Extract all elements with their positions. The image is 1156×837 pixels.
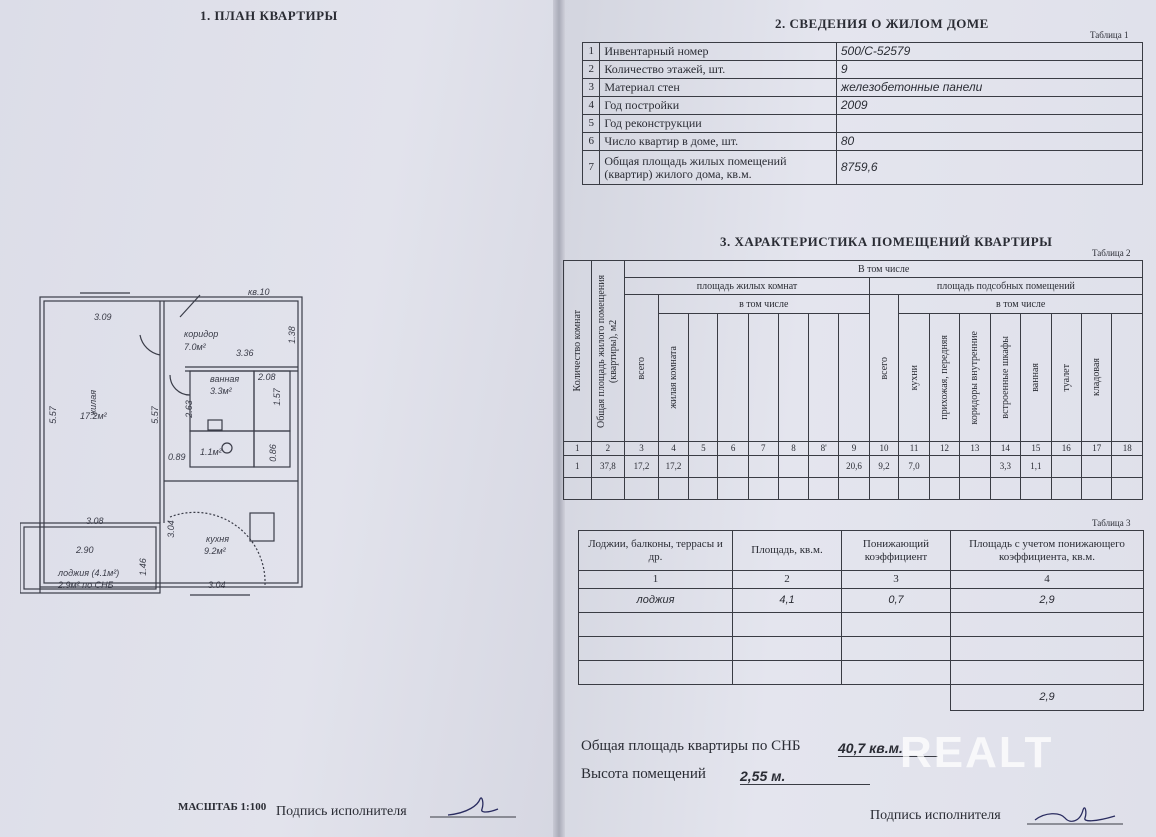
t2-cell (778, 456, 808, 478)
t3-col-number: 3 (842, 571, 951, 589)
dim-bath-side: 2.63 (183, 400, 194, 418)
row-label: Количество этажей, шт. (600, 61, 836, 79)
t2-cell: 1 (564, 456, 592, 478)
row-value: 9 (836, 61, 1142, 79)
dim-bath-w: 2.08 (258, 372, 276, 382)
t2-cell: 3,3 (990, 456, 1020, 478)
row-value: 80 (836, 133, 1142, 151)
t2-col-number: 2 (591, 442, 625, 456)
loggia-line2: 2.9м² по СНБ (58, 580, 114, 590)
row-value: железобетонные панели (836, 79, 1142, 97)
right-signature-label: Подпись исполнителя (870, 808, 1001, 823)
height-value: 2,55 м. (740, 768, 870, 785)
dim-bath-h: 1.57 (271, 388, 282, 406)
bath-area: 3.3м² (210, 386, 232, 396)
kitchen-area: 9.2м² (204, 546, 226, 556)
t3-col-number: 4 (951, 571, 1144, 589)
t2-cell: 37,8 (591, 456, 625, 478)
t2-col-number: 5 (689, 442, 718, 456)
living-area: 17.2м² (80, 411, 107, 421)
table2-label: Таблица 2 (1092, 248, 1131, 258)
t2-h-wc: туалет (1051, 314, 1081, 442)
wc-area: 1.1м² (200, 447, 222, 457)
t2-cell (1051, 456, 1081, 478)
t2-col-number: 3 (625, 442, 658, 456)
t2-col-number: 7 (748, 442, 778, 456)
row-label: Год постройки (600, 97, 836, 115)
t2-h-living: площадь жилых комнат (625, 278, 870, 295)
t3-cell: 0,7 (842, 589, 951, 613)
t2-h-closets: встроенные шкафы (990, 314, 1020, 442)
t2-col-number: 16 (1051, 442, 1081, 456)
corridor-name: коридор (184, 329, 219, 339)
house-info-row (583, 79, 1143, 97)
t2-col-number: 15 (1021, 442, 1051, 456)
dim-loggia-h: 1.46 (137, 558, 148, 576)
house-info-row (583, 115, 1143, 133)
t2-cell: 9,2 (869, 456, 898, 478)
realt-watermark: REALT (900, 728, 1054, 777)
dim-top-left: 3.09 (94, 312, 112, 322)
t2-cell (748, 456, 778, 478)
t2-col-number: 13 (960, 442, 990, 456)
t2-cell (1082, 456, 1112, 478)
dim-loggia-w: 2.90 (76, 545, 94, 555)
left-signature-icon (428, 795, 518, 823)
t2-h-bath: ванная (1021, 314, 1051, 442)
dim-corridor-h: 1.38 (286, 326, 297, 344)
t2-cell (718, 456, 748, 478)
plan-apt-label: кв.10 (248, 287, 270, 297)
house-info-row (583, 61, 1143, 79)
t2-col-number: 8' (809, 442, 839, 456)
row-number: 2 (583, 61, 600, 79)
right-signature-icon (1025, 800, 1125, 828)
corridor-area: 7.0м² (184, 342, 206, 352)
total-area-label: Общая площадь квартиры по СНБ (581, 738, 801, 754)
row-value: 500/С-52579 (836, 43, 1142, 61)
dim-corridor-w: 3.36 (236, 348, 254, 358)
t2-cell (689, 456, 718, 478)
dim-kitchen-side: 3.04 (165, 520, 176, 538)
t2-cell (809, 456, 839, 478)
plan-title: 1. ПЛАН КВАРТИРЫ (200, 8, 338, 23)
t2-cell: 1,1 (1021, 456, 1051, 478)
t2-col-number: 11 (899, 442, 929, 456)
t2-h-rooms: Количество комнат (564, 261, 592, 442)
t3-col-number: 1 (579, 571, 733, 589)
t2-h-incl: В том числе (625, 261, 1143, 278)
t2-col-number: 18 (1112, 442, 1143, 456)
house-info-table (582, 42, 1143, 185)
t2-col-number: 6 (718, 442, 748, 456)
t3-cell: лоджия (579, 589, 733, 613)
t2-col-number: 17 (1082, 442, 1112, 456)
table1-label: Таблица 1 (1090, 30, 1129, 40)
dim-wc-left: 0.89 (168, 452, 186, 462)
row-value: 8759,6 (836, 151, 1142, 185)
t3-cell: 4,1 (733, 589, 842, 613)
loggia-table (578, 530, 1144, 711)
dim-mid-side: 5.57 (149, 406, 160, 424)
kitchen-name: кухня (206, 534, 230, 544)
left-signature-label: Подпись исполнителя (276, 804, 407, 819)
t3-h3: Понижающий коэффициент (842, 531, 951, 571)
t2-cell: 17,2 (625, 456, 658, 478)
row-number: 3 (583, 79, 600, 97)
total-area-value: 40,7 кв.м. (838, 740, 938, 757)
t2-col-number: 4 (658, 442, 689, 456)
t3-h2: Площадь, кв.м. (733, 531, 842, 571)
t2-h-hall: прихожая, передняя (929, 314, 959, 442)
t3-h4: Площадь с учетом понижающего коэффициента, кв.м. (951, 531, 1144, 571)
t2-h-pantry: кладовая (1082, 314, 1112, 442)
row-value (836, 115, 1142, 133)
t2-h-corr: коридоры внутренние (960, 314, 990, 442)
height-label: Высота помещений (581, 766, 706, 782)
t2-col-number: 8 (778, 442, 808, 456)
scale-label: МАСШТАБ 1:100 (178, 801, 267, 813)
row-label: Год реконструкции (600, 115, 836, 133)
house-info-row (583, 151, 1143, 185)
dim-kitchen-bottom: 3.04 (208, 580, 226, 590)
section2-title: 2. СВЕДЕНИЯ О ЖИЛОМ ДОМЕ (775, 16, 989, 31)
t2-cell: 17,2 (658, 456, 689, 478)
dim-wc-side: 0.86 (267, 444, 278, 462)
row-number: 1 (583, 43, 600, 61)
row-value: 2009 (836, 97, 1142, 115)
t3-cell: 2,9 (951, 589, 1144, 613)
living-name: жилая (88, 389, 99, 417)
t2-cell (929, 456, 959, 478)
t2-col-number: 14 (990, 442, 1020, 456)
loggia-line1: лоджия (4.1м²) (58, 568, 120, 578)
t3-h1: Лоджии, балконы, террасы и др. (579, 531, 733, 571)
t2-h-all2: всего (869, 295, 898, 442)
t2-h-incl2: в том числе (658, 295, 869, 314)
t2-col-number: 1 (564, 442, 592, 456)
row-number: 7 (583, 151, 600, 185)
bath-name: ванная (210, 374, 240, 384)
row-number: 6 (583, 133, 600, 151)
t2-h-total: Общая площадь жилого помещения (квартиры), м2 (591, 261, 625, 442)
t3-col-number: 2 (733, 571, 842, 589)
t2-cell (1112, 456, 1143, 478)
row-label: Число квартир в доме, шт. (600, 133, 836, 151)
dim-left-side: 5.57 (47, 406, 58, 424)
t2-col-number: 12 (929, 442, 959, 456)
t2-h-living-room: жилая комната (658, 314, 689, 442)
t2-cell (960, 456, 990, 478)
t2-h-kitchen: кухни (899, 314, 929, 442)
row-number: 5 (583, 115, 600, 133)
table3-label: Таблица 3 (1092, 518, 1131, 528)
t3-total: 2,9 (951, 685, 1144, 711)
dim-room-bottom: 3.08 (86, 516, 104, 526)
row-label: Материал стен (600, 79, 836, 97)
t2-h-all1: всего (625, 295, 658, 442)
row-label: Общая площадь жилых помещений (квартир) жилого дома, кв.м. (600, 151, 836, 185)
section3-title: 3. ХАРАКТЕРИСТИКА ПОМЕЩЕНИЙ КВАРТИРЫ (720, 234, 1053, 249)
plan-outer-wall (40, 297, 302, 587)
house-info-row (583, 133, 1143, 151)
row-number: 4 (583, 97, 600, 115)
t2-h-incl3: в том числе (899, 295, 1143, 314)
rooms-table (563, 260, 1143, 500)
row-label: Инвентарный номер (600, 43, 836, 61)
t2-col-number: 10 (869, 442, 898, 456)
t2-col-number: 9 (839, 442, 870, 456)
t2-cell: 7,0 (899, 456, 929, 478)
t2-cell: 20,6 (839, 456, 870, 478)
t2-h-aux: площадь подсобных помещений (869, 278, 1142, 295)
house-info-row (583, 43, 1143, 61)
house-info-row (583, 97, 1143, 115)
